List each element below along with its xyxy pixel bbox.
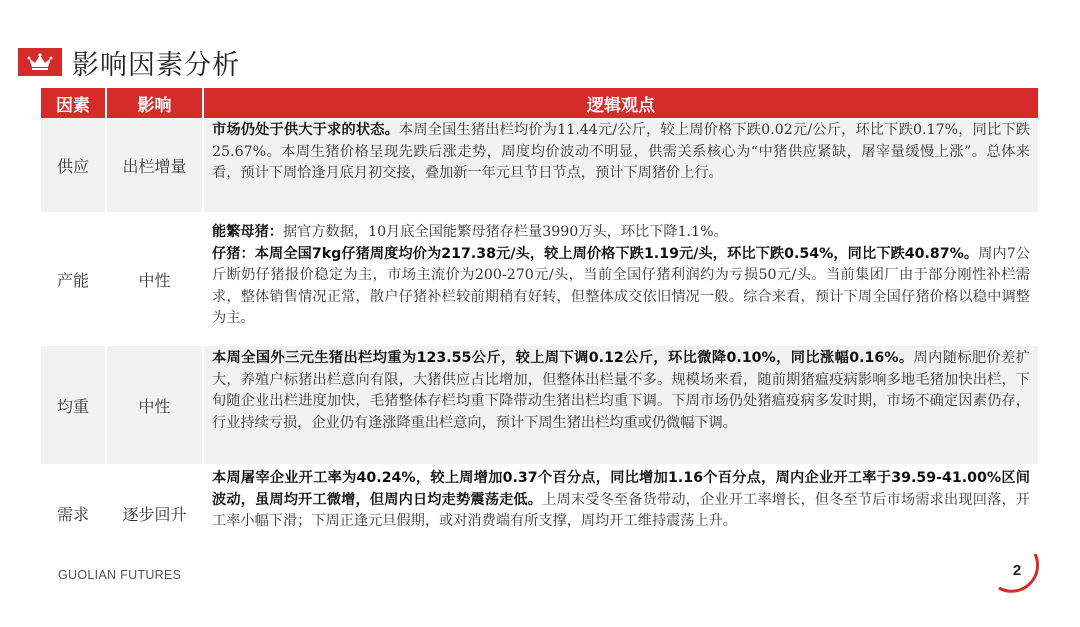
- factor-cell: 供应: [56, 156, 89, 176]
- table-row-capacity: [41, 214, 1038, 346]
- logic-bold: 市场仍处于供大于求的状态。: [212, 122, 399, 138]
- page-title: 影响因素分析: [72, 49, 240, 81]
- logic-cell: [204, 466, 1038, 560]
- logic-bold: 仔猪：本周全国7kg仔猪周度均价为217.38元/头，较上周价格下跌1.19元/头，环比下跌0.54%，同比下跌40.87%。: [212, 245, 979, 262]
- logic-bold: 本周全国外三元生猪出栏均重为123.55公斤，较上周下调0.12公斤，环比微降0.10%，同比涨幅0.16%。: [212, 350, 914, 366]
- logic-cell: [204, 346, 1038, 464]
- company-logo: GUOLIAN FUTURES: [58, 568, 182, 582]
- title-bar: [18, 44, 240, 80]
- impact-cell: 出栏增量: [122, 156, 187, 176]
- logic-bold: 能繁母猪：: [212, 224, 283, 240]
- logic-text: 上周末受冬至备货带动，企业开工率增长，但冬至节后市场需求出现回落，开工率小幅下滑；下周正逢元旦假期，或对消费端有所支撑，周均开工维持震荡上升。: [212, 491, 1030, 529]
- impact-cell: 逐步回升: [122, 504, 187, 524]
- header-logic: 逻辑观点: [587, 95, 655, 116]
- impact-cell: 中性: [138, 270, 171, 290]
- table-row-supply: [41, 118, 1038, 214]
- page-number: 2: [1012, 562, 1022, 579]
- factor-cell: 均重: [56, 396, 89, 416]
- logic-text: 据官方数据，10月底全国能繁母猪存栏量3990万头，环比下降1.1%。: [282, 224, 728, 240]
- table-header: [41, 88, 1038, 118]
- logic-bold: 本周屠宰企业开工率为40.24%，较上周增加0.37个百分点，同比增加1.16个百分点，周内企业开工率于39.59-41.00%区间波动，虽周均开工微增，但周内日均走势震荡走低。: [212, 470, 1030, 508]
- logic-cell: [204, 214, 1038, 344]
- logic-text: 周内7公斤断奶仔猪报价稳定为主，市场主流价为200-270元/头，当前全国仔猪利润约为亏损50元/头。当前集团厂由于部分刚性补栏需求，整体销售情况正常，散户仔猪补栏较前期稍有好转，但整体成交依旧情况一般。综合来看，预计下周全国仔猪价格以稳中调整为主。: [212, 245, 1030, 326]
- table-row-weight: [41, 346, 1038, 466]
- crown-icon: [18, 48, 62, 76]
- logic-text: 周内随标肥价差扩大，养殖户标猪出栏意向有限，大猪供应占比增加，但整体出栏量不多。规模场来看，随前期猪瘟疫病影响多地毛猪加快出栏，下旬随企业出栏进度加快，毛猪整体存栏均重下降带动生猪出栏均重下调。下周市场仍处猪瘟疫病多发时期，市场不确定因素仍存，行业持续亏损，企业仍有逢涨降重出栏意向，预计下周生猪出栏均重或仍微幅下调。: [212, 350, 1030, 431]
- logic-text: 本周全国生猪出栏均价为11.44元/公斤，较上周价格下跌0.02元/公斤，环比下跌0.17%，同比下跌25.67%。本周生猪价格呈现先跌后涨走势，周度均价波动不明显，供需关系核心为“中猪供应紧缺，屠宰量缓慢上涨”。总体来看，预计下周恰逢月底月初交接，叠加新一年元旦节日节点，预计下周猪价上行。: [212, 122, 1030, 181]
- header-impact: 影响: [137, 95, 172, 116]
- logic-cell: [204, 118, 1038, 212]
- table-row-demand: [41, 466, 1038, 562]
- factor-cell: 需求: [56, 504, 89, 524]
- impact-cell: 中性: [138, 396, 171, 416]
- factor-cell: 产能: [56, 270, 89, 290]
- header-factor: 因素: [56, 95, 90, 116]
- factor-table: [41, 88, 1038, 562]
